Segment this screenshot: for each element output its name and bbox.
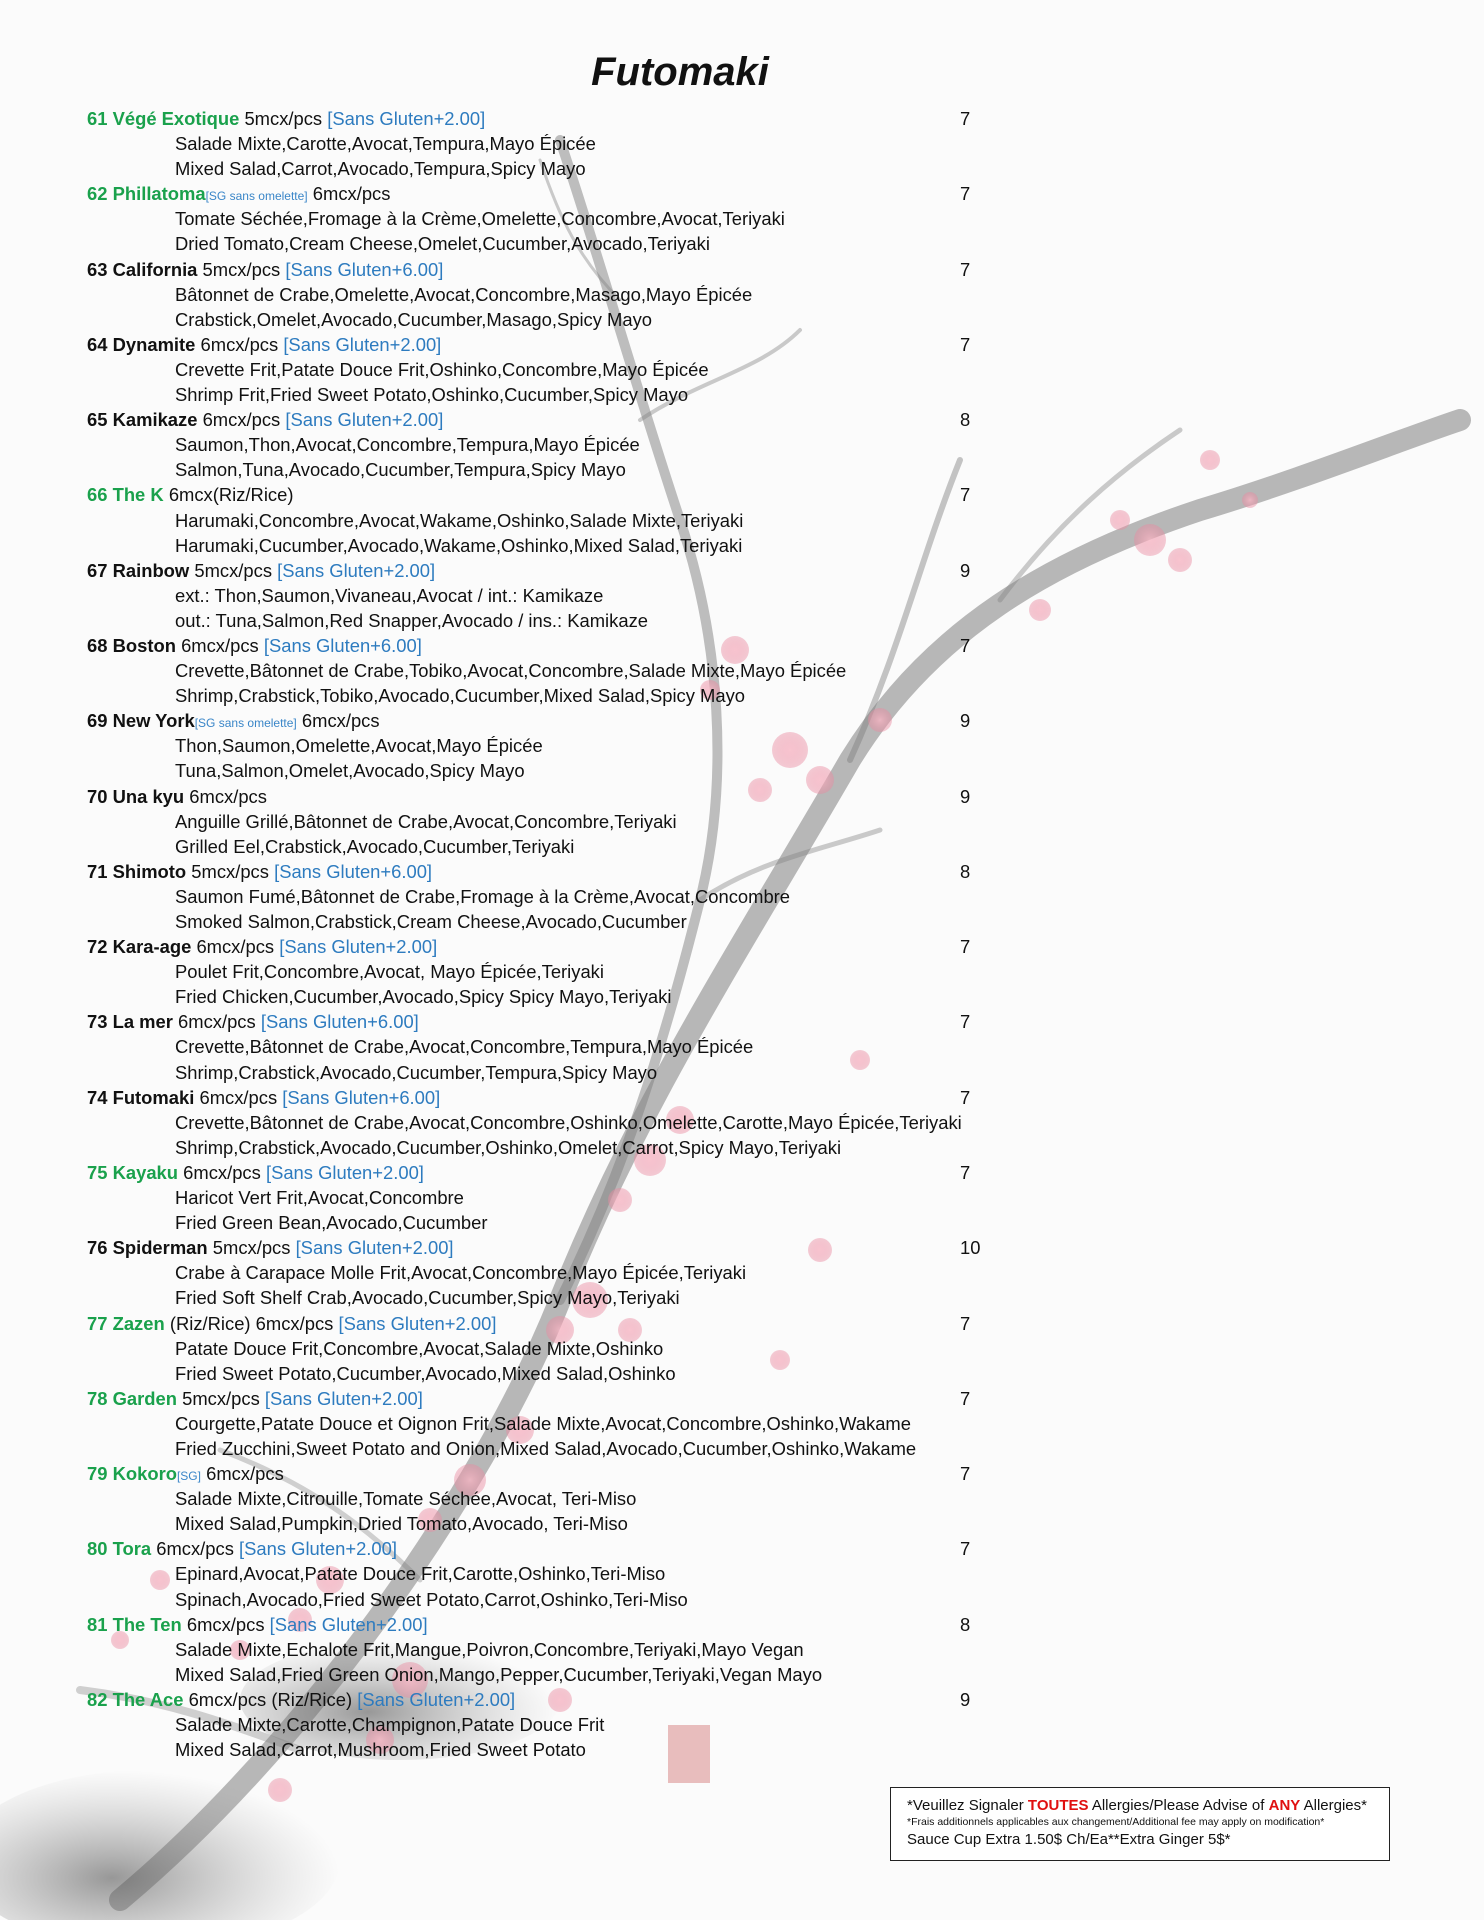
description-en: Shrimp,Crabstick,Avocado,Cucumber,Tempura,Spicy Mayo (175, 1061, 658, 1083)
menu-item (87, 633, 987, 708)
menu-item-size: 5mcx/pcs (191, 860, 269, 882)
gluten-free-note: [SG sans omelette] (205, 189, 308, 204)
menu-item-size: 6mcx/pcs (Riz/Rice) (188, 1688, 353, 1710)
menu-item-price: 9 (960, 559, 971, 581)
description-fr: Crevette,Bâtonnet de Crabe,Avocat,Concombre,Oshinko,Omelette,Carotte,Mayo Épicée,Teriyaki (175, 1111, 962, 1133)
menu-item (87, 708, 987, 783)
description-en: Tuna,Salmon,Omelet,Avocado,Spicy Mayo (175, 760, 525, 782)
menu-item-price: 8 (960, 860, 971, 882)
menu-item (87, 1085, 987, 1160)
menu-item-name: Una kyu (112, 785, 185, 807)
menu-item-name: The Ten (112, 1613, 182, 1635)
menu-item-price: 7 (960, 108, 971, 129)
gluten-free-option: [Sans Gluten+2.00] (264, 1387, 423, 1409)
menu-item (87, 558, 987, 633)
menu-item-header (87, 1687, 987, 1712)
allergy-notice-box (890, 1787, 1390, 1861)
menu-item-name: Tora (112, 1538, 152, 1560)
menu-item-size: 6mcx/pcs (156, 1538, 234, 1560)
gluten-free-option: [Sans Gluten+6.00] (285, 258, 444, 280)
description-en: Fried Zucchini,Sweet Potato and Onion,Mixed Salad,Avocado,Cucumber,Oshinko,Wakame (175, 1437, 917, 1459)
description-fr: Crevette,Bâtonnet de Crabe,Tobiko,Avocat,Concombre,Salade Mixte,Mayo Épicée (175, 660, 847, 682)
menu-item-number: 70 (87, 785, 108, 807)
menu-item-number: 72 (87, 936, 108, 958)
menu-item-price: 7 (960, 1538, 971, 1560)
menu-item-number: 77 (87, 1312, 108, 1334)
menu-item-header (87, 407, 987, 432)
description-fr: Salade Mixte,Echalote Frit,Mangue,Poivron,Concombre,Teriyaki,Mayo Vegan (175, 1638, 804, 1660)
menu-item-price: 7 (960, 634, 971, 656)
menu-item-name: The Ace (112, 1688, 184, 1710)
menu-item-price: 10 (960, 1237, 981, 1259)
menu-item-name: La mer (112, 1011, 173, 1033)
menu-item-name: The K (112, 484, 164, 506)
menu-item (87, 1386, 987, 1461)
menu-item-number: 64 (87, 333, 108, 355)
menu-item-number: 74 (87, 1086, 108, 1108)
menu-item-header (87, 859, 987, 884)
description-fr: Salade Mixte,Citrouille,Tomate Séchée,Avocat, Teri-Miso (175, 1488, 637, 1510)
menu-item-number: 61 (87, 108, 108, 129)
menu-item-name: Spiderman (112, 1237, 208, 1259)
menu-item-size: 6mcx/pcs (206, 1463, 284, 1485)
menu-list (87, 106, 987, 1762)
description-en: out.: Tuna,Salmon,Red Snapper,Avocado / ins.: Kamikaze (175, 609, 648, 631)
menu-item (87, 934, 987, 1009)
menu-item-size: 5mcx/pcs (202, 258, 281, 280)
menu-item-name: Végé Exotique (112, 108, 240, 129)
gluten-free-option: [Sans Gluten+6.00] (263, 634, 422, 656)
menu-item-header (87, 257, 987, 282)
menu-item-price: 7 (960, 1312, 971, 1334)
menu-item-number: 81 (87, 1613, 108, 1635)
menu-item-name: Kayaku (112, 1161, 179, 1183)
gluten-free-option: [Sans Gluten+2.00] (265, 1161, 424, 1183)
menu-item (87, 106, 987, 181)
menu-item-header (87, 784, 987, 809)
menu-item-header (87, 1160, 987, 1185)
gluten-free-option: [Sans Gluten+2.00] (239, 1538, 397, 1560)
menu-item-price: 7 (960, 484, 971, 506)
gluten-free-option: [Sans Gluten+6.00] (260, 1011, 419, 1033)
menu-item-name: Rainbow (112, 559, 190, 581)
menu-item (87, 407, 987, 482)
description-fr: ext.: Thon,Saumon,Vivaneau,Avocat / int.: Kamikaze (175, 584, 604, 606)
description-en: Smoked Salmon,Crabstick,Cream Cheese,Avocado,Cucumber (175, 911, 687, 932)
menu-item (87, 1235, 987, 1310)
gluten-free-option: [Sans Gluten+2.00] (279, 936, 438, 958)
menu-item-size: 6mcx/pcs (200, 333, 279, 355)
menu-item-name: Futomaki (112, 1086, 195, 1108)
gluten-free-option: [Sans Gluten+6.00] (274, 860, 433, 882)
menu-item (87, 784, 987, 859)
menu-item-number: 65 (87, 409, 108, 431)
description-fr: Courgette,Patate Douce et Oignon Frit,Salade Mixte,Avocat,Concombre,Oshinko,Wakame (175, 1412, 911, 1434)
description-en: Shrimp,Crabstick,Tobiko,Avocado,Cucumber,Mixed Salad,Spicy Mayo (175, 685, 746, 707)
menu-item-price: 9 (960, 710, 971, 732)
menu-item-price: 7 (960, 333, 971, 355)
menu-item-name: Phillatoma (112, 183, 206, 205)
menu-item-size: 6mcx/pcs (183, 1161, 261, 1183)
extras-notice-line: Sauce Cup Extra 1.50$ Ch/Ea**Extra Ginger 5$* (907, 1831, 1231, 1848)
description-fr: Salade Mixte,Carotte,Avocat,Tempura,Mayo Épicée (175, 133, 596, 155)
gluten-free-option: [Sans Gluten+6.00] (282, 1086, 441, 1108)
menu-item-price: 7 (960, 1463, 971, 1485)
menu-item-header (87, 1612, 987, 1637)
description-fr: Epinard,Avocat,Patate Douce Frit,Carotte,Oshinko,Teri-Miso (175, 1563, 666, 1585)
menu-item-name: Boston (112, 634, 176, 656)
description-en: Mixed Salad,Carrot,Mushroom,Fried Sweet Potato (175, 1739, 586, 1761)
menu-item-header (87, 1085, 987, 1110)
menu-item-size: 6mcx/pcs (199, 1086, 278, 1108)
menu-item-header (87, 1461, 987, 1486)
menu-item-size: 6mcx/pcs (186, 1613, 265, 1635)
menu-item-size: 6mcx/pcs (202, 409, 281, 431)
menu-item-name: Dynamite (112, 333, 196, 355)
gluten-free-option: [Sans Gluten+2.00] (338, 1312, 497, 1334)
menu-item-number: 76 (87, 1237, 108, 1259)
menu-item-size: 6mcx/pcs (301, 710, 380, 732)
description-en: Fried Sweet Potato,Cucumber,Avocado,Mixed Salad,Oshinko (175, 1362, 676, 1384)
menu-item-header (87, 934, 987, 959)
description-en: Mixed Salad,Fried Green Onion,Mango,Pepper,Cucumber,Teriyaki,Vegan Mayo (175, 1663, 823, 1685)
menu-item-size: 6mcx/pcs (196, 936, 275, 958)
menu-item-header (87, 106, 987, 131)
menu-item-header (87, 558, 987, 583)
menu-item-price: 7 (960, 1086, 971, 1108)
gluten-free-option: [Sans Gluten+2.00] (283, 333, 442, 355)
gluten-free-note: [SG] (176, 1469, 201, 1484)
gluten-free-option: [Sans Gluten+2.00] (285, 409, 444, 431)
menu-item (87, 482, 987, 557)
menu-item-number: 80 (87, 1538, 108, 1560)
menu-item-number: 75 (87, 1161, 108, 1183)
description-en: Mixed Salad,Pumpkin,Dried Tomato,Avocado, Teri-Miso (175, 1513, 628, 1535)
description-en: Shrimp Frit,Fried Sweet Potato,Oshinko,Cucumber,Spicy Mayo (175, 384, 689, 406)
menu-item-header (87, 482, 987, 507)
menu-item-header (87, 1386, 987, 1411)
page-title: Futomaki (591, 50, 769, 94)
description-en: Crabstick,Omelet,Avocado,Cucumber,Masago,Spicy Mayo (175, 308, 652, 330)
menu-item-price: 7 (960, 1161, 971, 1183)
menu-item-number: 62 (87, 183, 108, 205)
menu-item-price: 7 (960, 183, 971, 205)
menu-item-number: 71 (87, 860, 108, 882)
menu-item-price: 7 (960, 1387, 971, 1409)
description-en: Grilled Eel,Crabstick,Avocado,Cucumber,Teriyaki (175, 835, 575, 857)
menu-item (87, 332, 987, 407)
description-fr: Crabe à Carapace Molle Frit,Avocat,Concombre,Mayo Épicée,Teriyaki (175, 1262, 747, 1284)
menu-item-size: (Riz/Rice) 6mcx/pcs (169, 1312, 334, 1334)
menu-item-name: California (112, 258, 198, 280)
menu-item-price: 9 (960, 1688, 971, 1710)
description-en: Mixed Salad,Carrot,Avocado,Tempura,Spicy Mayo (175, 158, 586, 180)
menu-item-number: 67 (87, 559, 108, 581)
menu-item (87, 181, 987, 256)
menu-item (87, 859, 987, 934)
description-en: Harumaki,Cucumber,Avocado,Wakame,Oshinko,Mixed Salad,Teriyaki (175, 534, 743, 556)
menu-item-size: 6mcx/pcs (312, 183, 391, 205)
menu-item-number: 82 (87, 1688, 108, 1710)
gluten-free-option: [Sans Gluten+2.00] (269, 1613, 428, 1635)
description-fr: Tomate Séchée,Fromage à la Crème,Omelette,Concombre,Avocat,Teriyaki (175, 208, 785, 230)
menu-item-number: 66 (87, 484, 108, 506)
fee-notice-line: *Frais additionnels applicables aux changement/Additional fee may apply on modification* (907, 1816, 1325, 1828)
allergy-notice-line: *Veuillez Signaler TOUTES Allergies/Please Advise of ANY Allergies* (907, 1797, 1367, 1814)
menu-item-header (87, 181, 987, 206)
description-fr: Crevette Frit,Patate Douce Frit,Oshinko,Concombre,Mayo Épicée (175, 358, 709, 380)
gluten-free-option: [Sans Gluten+2.00] (357, 1688, 516, 1710)
description-en: Dried Tomato,Cream Cheese,Omelet,Cucumber,Avocado,Teriyaki (175, 233, 710, 255)
menu-item-price: 8 (960, 409, 971, 431)
menu-item-size: 5mcx/pcs (194, 559, 273, 581)
menu-item-header (87, 708, 987, 733)
description-fr: Salade Mixte,Carotte,Champignon,Patate Douce Frit (175, 1714, 605, 1735)
description-fr: Bâtonnet de Crabe,Omelette,Avocat,Concombre,Masago,Mayo Épicée (175, 283, 753, 305)
menu-item-number: 79 (87, 1463, 108, 1485)
menu-item-name: Zazen (112, 1312, 165, 1334)
gluten-free-note: [SG sans omelette] (194, 716, 297, 731)
menu-item (87, 1160, 987, 1235)
menu-item (87, 1009, 987, 1084)
description-en: Fried Soft Shelf Crab,Avocado,Cucumber,Spicy Mayo,Teriyaki (175, 1287, 680, 1309)
menu-item-name: Garden (112, 1387, 177, 1409)
menu-item-price: 8 (960, 1613, 971, 1635)
menu-item-header (87, 332, 987, 357)
menu-item-name: Kara-age (112, 936, 192, 958)
menu-item-number: 68 (87, 634, 108, 656)
menu-item-number: 63 (87, 258, 108, 280)
description-en: Shrimp,Crabstick,Avocado,Cucumber,Oshinko,Omelet,Carrot,Spicy Mayo,Teriyaki (175, 1136, 842, 1158)
description-fr: Poulet Frit,Concombre,Avocat, Mayo Épicée,Teriyaki (175, 961, 604, 983)
menu-item (87, 1461, 987, 1536)
menu-item (87, 1687, 987, 1762)
menu-item-price: 7 (960, 1011, 971, 1033)
description-fr: Harumaki,Concombre,Avocat,Wakame,Oshinko,Salade Mixte,Teriyaki (175, 509, 744, 531)
description-fr: Anguille Grillé,Bâtonnet de Crabe,Avocat,Concombre,Teriyaki (175, 810, 677, 832)
menu-item-header (87, 633, 987, 658)
menu-item-size: 6mcx(Riz/Rice) (168, 484, 294, 506)
menu-item-name: Kamikaze (112, 409, 198, 431)
menu-item-header (87, 1311, 987, 1336)
menu-item-number: 73 (87, 1011, 108, 1033)
menu-item-header (87, 1235, 987, 1260)
menu-item-price: 7 (960, 258, 971, 280)
description-fr: Saumon,Thon,Avocat,Concombre,Tempura,Mayo Épicée (175, 434, 640, 456)
menu-item-header (87, 1009, 987, 1034)
menu-item-price: 7 (960, 936, 971, 958)
menu-item-name: New York (112, 710, 195, 732)
menu-item (87, 257, 987, 332)
menu-item-size: 5mcx/pcs (182, 1387, 260, 1409)
description-en: Spinach,Avocado,Fried Sweet Potato,Carrot,Oshinko,Teri-Miso (175, 1588, 688, 1610)
menu-item-size: 6mcx/pcs (189, 785, 267, 807)
gluten-free-option: [Sans Gluten+2.00] (295, 1237, 454, 1259)
menu-item-header (87, 1536, 987, 1561)
description-en: Fried Green Bean,Avocado,Cucumber (175, 1212, 488, 1234)
menu-item-size: 5mcx/pcs (212, 1237, 291, 1259)
gluten-free-option: [Sans Gluten+2.00] (277, 559, 436, 581)
menu-item-size: 5mcx/pcs (244, 108, 323, 129)
description-fr: Haricot Vert Frit,Avocat,Concombre (175, 1187, 464, 1209)
menu-item (87, 1311, 987, 1386)
description-en: Fried Chicken,Cucumber,Avocado,Spicy Spicy Mayo,Teriyaki (175, 986, 672, 1008)
menu-item-number: 69 (87, 710, 108, 732)
menu-item-name: Kokoro (112, 1463, 177, 1485)
description-fr: Thon,Saumon,Omelette,Avocat,Mayo Épicée (175, 735, 543, 757)
description-fr: Saumon Fumé,Bâtonnet de Crabe,Fromage à la Crème,Avocat,Concombre (175, 885, 791, 907)
menu-item-name: Shimoto (112, 860, 187, 882)
menu-item-number: 78 (87, 1387, 108, 1409)
menu-item (87, 1612, 987, 1687)
description-fr: Patate Douce Frit,Concombre,Avocat,Salade Mixte,Oshinko (175, 1337, 664, 1359)
menu-item-size: 6mcx/pcs (181, 634, 259, 656)
description-fr: Crevette,Bâtonnet de Crabe,Avocat,Concombre,Tempura,Mayo Épicée (175, 1036, 754, 1058)
menu-item-price: 9 (960, 785, 971, 807)
description-en: Salmon,Tuna,Avocado,Cucumber,Tempura,Spicy Mayo (175, 459, 626, 481)
gluten-free-option: [Sans Gluten+2.00] (327, 108, 486, 129)
menu-item (87, 1536, 987, 1611)
menu-item-size: 6mcx/pcs (178, 1011, 256, 1033)
